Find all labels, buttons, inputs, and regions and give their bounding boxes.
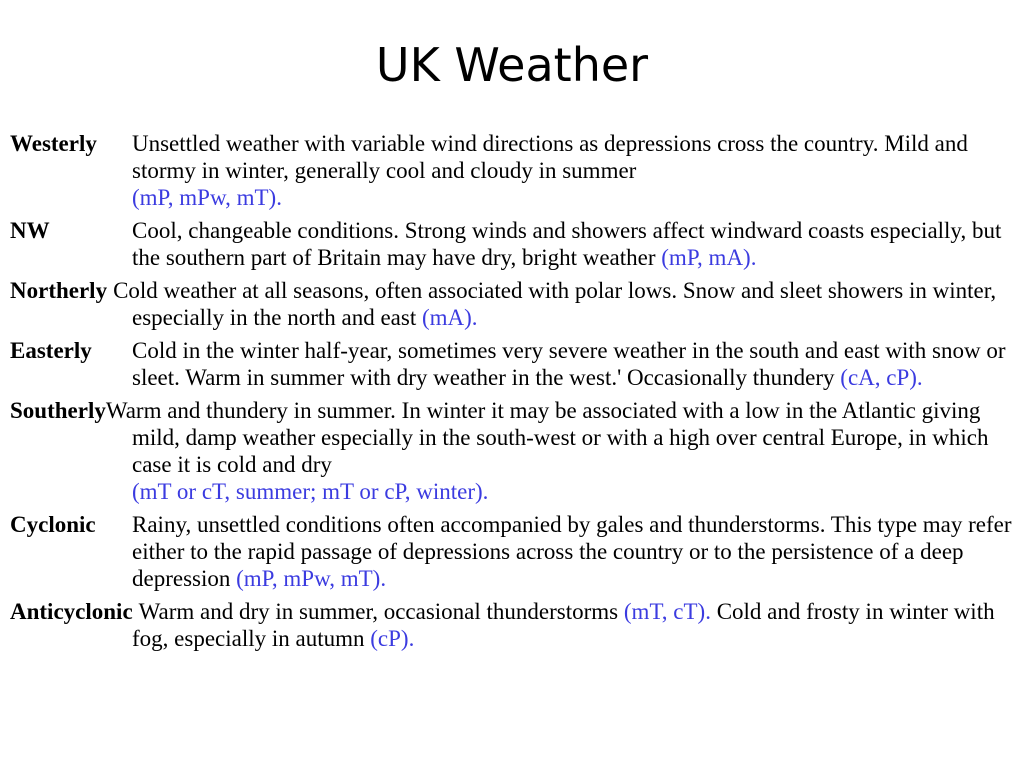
- term-cyclonic: Cyclonic: [10, 512, 96, 537]
- air-mass-cyclonic: (mP, mPw, mT).: [236, 566, 387, 591]
- term-anticyclonic: Anticyclonic: [10, 599, 133, 624]
- air-mass-anticyclonic-summer: (mT, cT).: [623, 599, 711, 624]
- slide-title: UK Weather: [375, 38, 649, 92]
- air-mass-anticyclonic-winter: (cP).: [370, 626, 415, 651]
- entry-nw: [10, 217, 1016, 271]
- air-mass-easterly: (cA, cP).: [840, 365, 923, 390]
- air-mass-southerly: (mT or cT, summer; mT or cP, winter).: [132, 479, 489, 504]
- desc-nw: Cool, changeable conditions. Strong winds and showers affect windward coasts especially, but the southern part of Britain may have dry, bright weather: [132, 218, 1002, 270]
- air-mass-northerly: (mA).: [421, 305, 478, 330]
- entry-anticyclonic: [10, 598, 1016, 652]
- term-westerly: Westerly: [10, 131, 97, 156]
- desc-easterly: Cold in the winter half-year, sometimes very severe weather in the south and east with snow or sleet. Warm in summer with dry weather in the west.' Occasionally thundery: [132, 338, 1006, 390]
- entry-easterly: [10, 337, 1016, 391]
- term-southerly: Southerly: [10, 398, 106, 423]
- term-easterly: Easterly: [10, 338, 92, 363]
- air-mass-westerly: (mP, mPw, mT).: [132, 185, 282, 210]
- term-northerly: Northerly: [10, 278, 108, 303]
- entry-northerly: [10, 277, 1016, 331]
- entry-westerly: [10, 130, 1016, 211]
- desc-anticyclonic: Warm and dry in summer, occasional thunderstorms: [138, 599, 619, 624]
- desc-anticyclonic-winter: Cold and frosty in winter with fog, especially in autumn: [132, 599, 995, 651]
- desc-westerly: Unsettled weather with variable wind directions as depressions cross the country. Mild and stormy in winter, generally cool and cloudy in summer: [132, 131, 968, 183]
- desc-cyclonic: Rainy, unsettled conditions often accompanied by gales and thunderstorms. This type may refer either to the rapid passage of depressions across the country or to the persistence of a deep depression: [132, 512, 1012, 591]
- entry-cyclonic: [10, 511, 1016, 592]
- desc-southerly: Warm and thundery in summer. In winter it may be associated with a low in the Atlantic giving mild, damp weather especially in the south-west or with a high over central Europe, in which case it is cold and dry: [105, 398, 989, 477]
- term-nw: NW: [10, 218, 50, 243]
- weather-type-list: [10, 130, 1016, 658]
- air-mass-nw: (mP, mA).: [661, 245, 757, 270]
- entry-southerly: [10, 397, 1016, 505]
- desc-northerly: Cold weather at all seasons, often associated with polar lows. Snow and sleet showers in winter, especially in the north and east: [113, 278, 997, 330]
